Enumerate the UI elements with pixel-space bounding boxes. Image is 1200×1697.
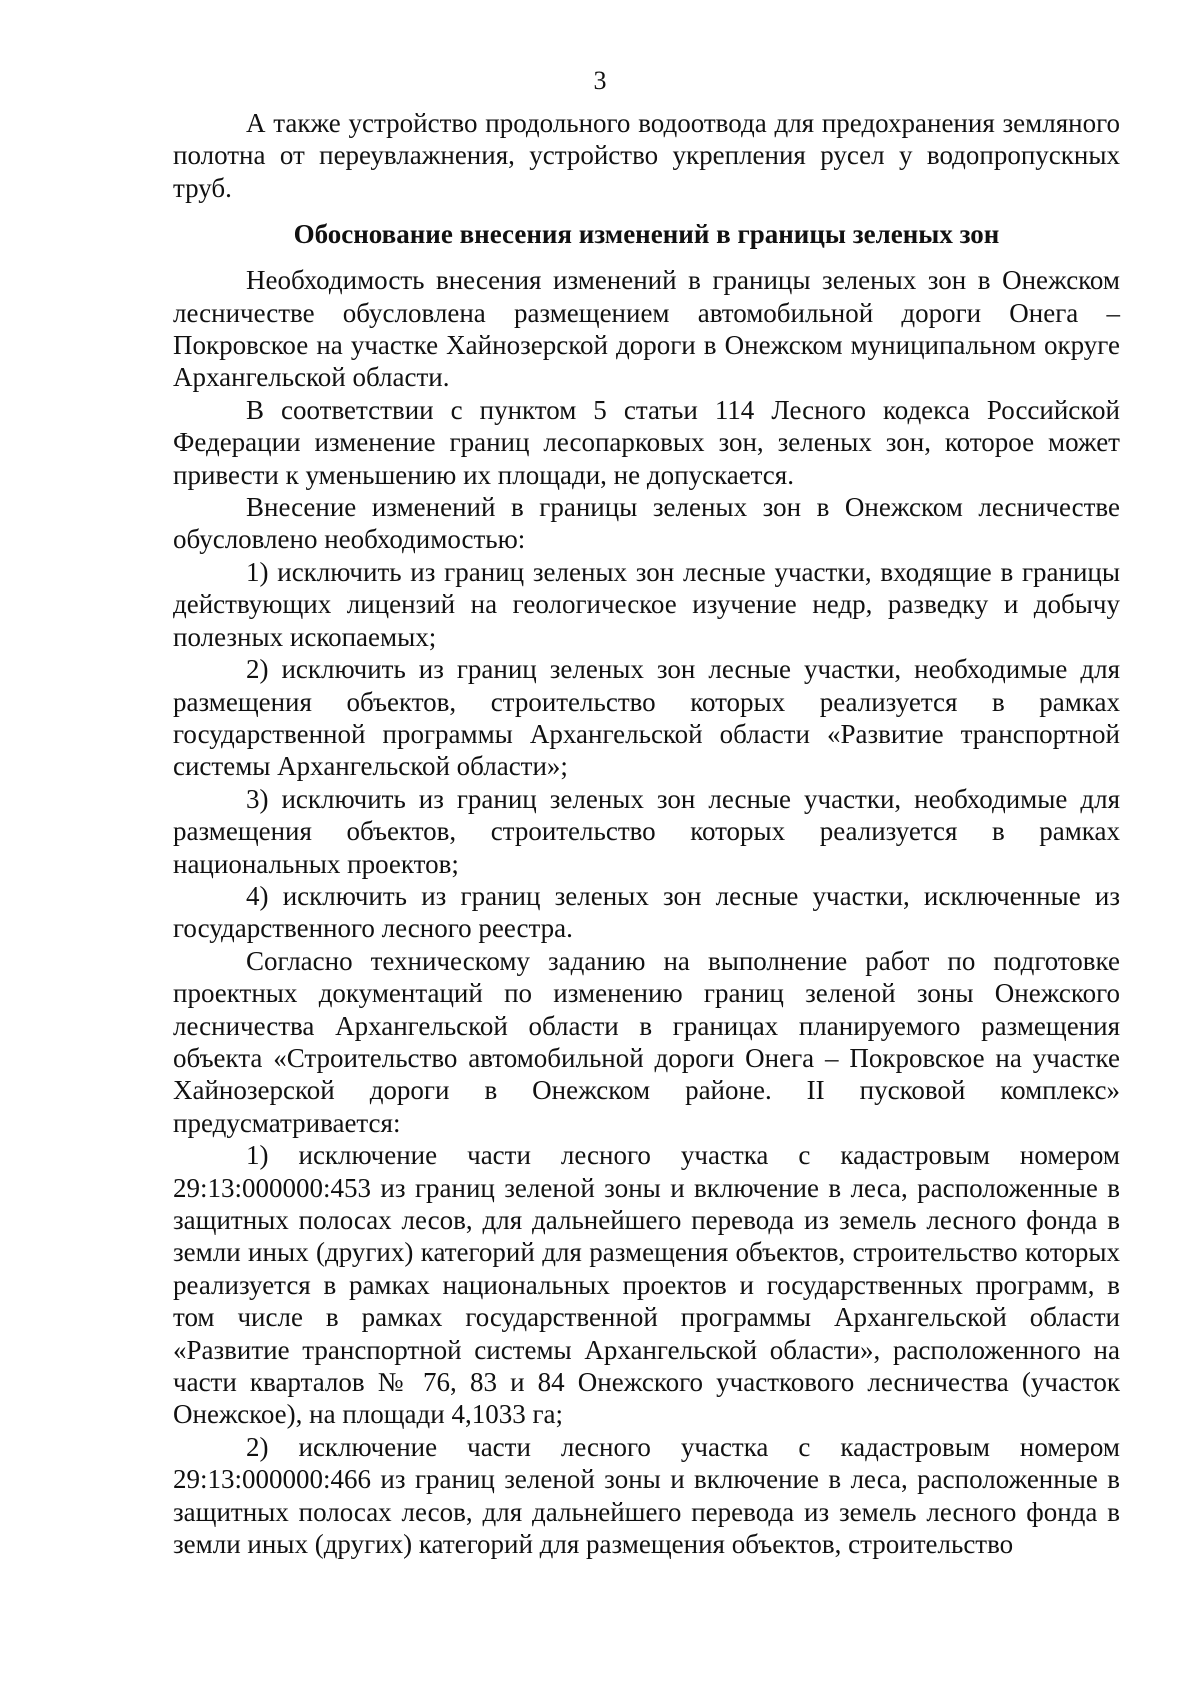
list-item: 2) исключить из границ зеленых зон лесные участки, необходимые для размещения объектов, строительство которых реализуется в рамках государственной программы Архангельской области «Развитие транспортной системы Архангельской области»; [173, 654, 1120, 782]
document-body [173, 107, 1120, 1560]
paragraph: А также устройство продольного водоотвода для предохранения земляного полотна от переувлажнения, устройство укрепления русел у водопропускных труб. [173, 108, 1120, 203]
paragraph: Необходимость внесения изменений в границы зеленых зон в Онежском лесничестве обусловлена размещением автомобильной дороги Онега – Покровское на участке Хайнозерской дороги в Онежском муниципальном округе Архангельской области. [173, 265, 1120, 393]
section-heading: Обоснование внесения изменений в границы зеленых зон [293, 219, 1000, 250]
list-item: 1) исключение части лесного участка с кадастровым номером 29:13:000000:453 из границ зеленой зоны и включение в леса, расположенные в защитных полосах лесов, для дальнейшего перевода из земель лесного фонда в земли иных (других) категорий для размещения объектов, строительство которых реализуется в рамках национальных проектов и государственных программ, в том числе в рамках государственной программы Архангельской области «Развитие транспортной системы Архангельской области», расположенного на части кварталов № 76, 83 и 84 Онежского участкового лесничества (участок Онежское), на площади 4,1033 га; [173, 1140, 1120, 1430]
list-item: 1) исключить из границ зеленых зон лесные участки, входящие в границы действующих лицензий на геологическое изучение недр, разведку и добычу полезных ископаемых; [173, 556, 1120, 652]
paragraph: В соответствии с пунктом 5 статьи 114 Лесного кодекса Российской Федерации изменение границ лесопарковых зон, зеленых зон, которое может привести к уменьшению их площади, не допускается. [173, 394, 1120, 490]
page-number: 3 [593, 66, 607, 95]
paragraph: Внесение изменений в границы зеленых зон в Онежском лесничестве обусловлено необходимостью: [173, 492, 1120, 555]
paragraph: Согласно техническому заданию на выполнение работ по подготовке проектных документаций по изменению границ зеленой зоны Онежского лесничества Архангельской области в границах планируемого размещения объекта «Строительство автомобильной дороги Онега – Покровское на участке Хайнозерской дороги в Онежском районе. II пусковой комплекс» предусматривается: [173, 945, 1120, 1138]
list-item: 4) исключить из границ зеленых зон лесные участки, исключенные из государственного лесного реестра. [173, 880, 1120, 944]
list-item: 2) исключение части лесного участка с кадастровым номером 29:13:000000:466 из границ зеленой зоны и включение в леса, расположенные в защитных полосах лесов, для дальнейшего перевода из земель лесного фонда в земли иных (других) категорий для размещения объектов, строительство [173, 1431, 1120, 1560]
list-item: 3) исключить из границ зеленых зон лесные участки, необходимые для размещения объектов, строительство которых реализуется в рамках национальных проектов; [173, 783, 1120, 879]
